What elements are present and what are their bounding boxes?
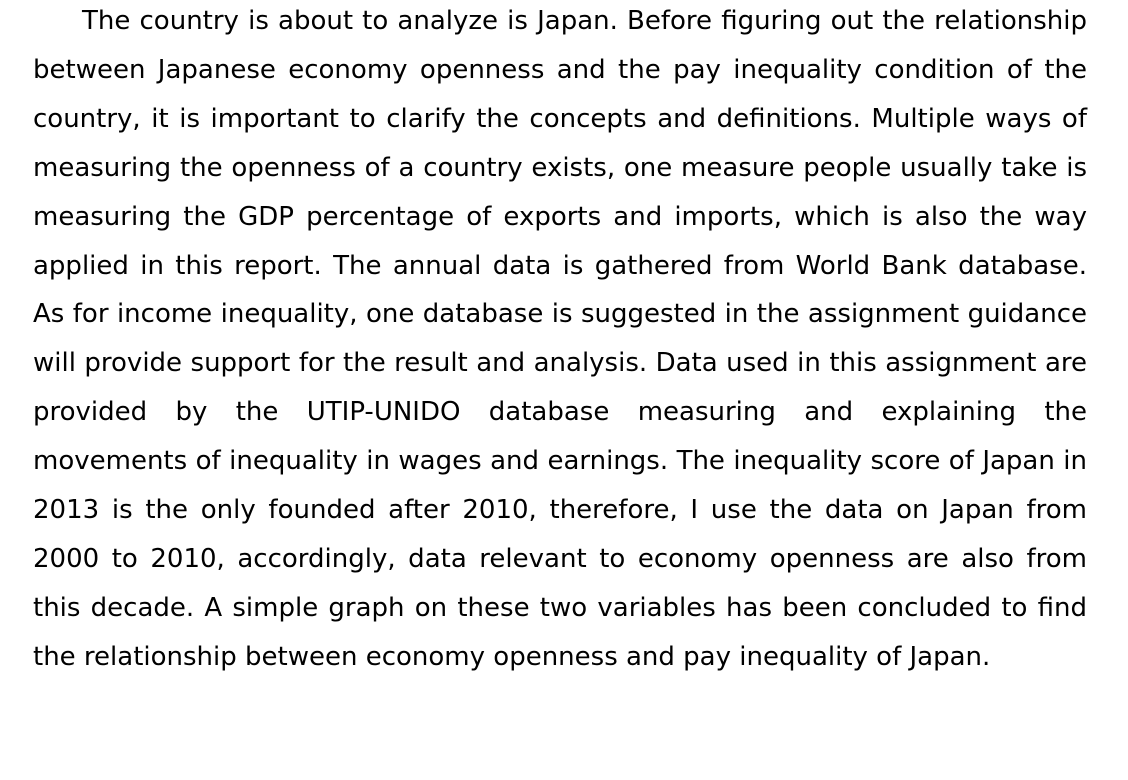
document-page (33, 0, 1087, 682)
body-paragraph: The country is about to analyze is Japan. Before figuring out the relationship between Japanese economy openness and the pay inequality condition of the country, it is important to clarify the concepts and definitions. Multiple ways of measuring the openness of a country exists, one measure people usually take is measuring the GDP percentage of exports and imports, which is also the way applied in this report. The annual data is gathered from World Bank database. As for income inequality, one database is suggested in the assignment guidance will provide support for the result and analysis. Data used in this assignment are provided by the UTIP-UNIDO database measuring and explaining the movements of inequality in wages and earnings. The inequality score of Japan in 2013 is the only founded after 2010, therefore, I use the data on Japan from 2000 to 2010, accordingly, data relevant to economy openness are also from this decade. A simple graph on these two variables has been concluded to find the relationship between economy openness and pay inequality of Japan. (33, 6, 1087, 672)
